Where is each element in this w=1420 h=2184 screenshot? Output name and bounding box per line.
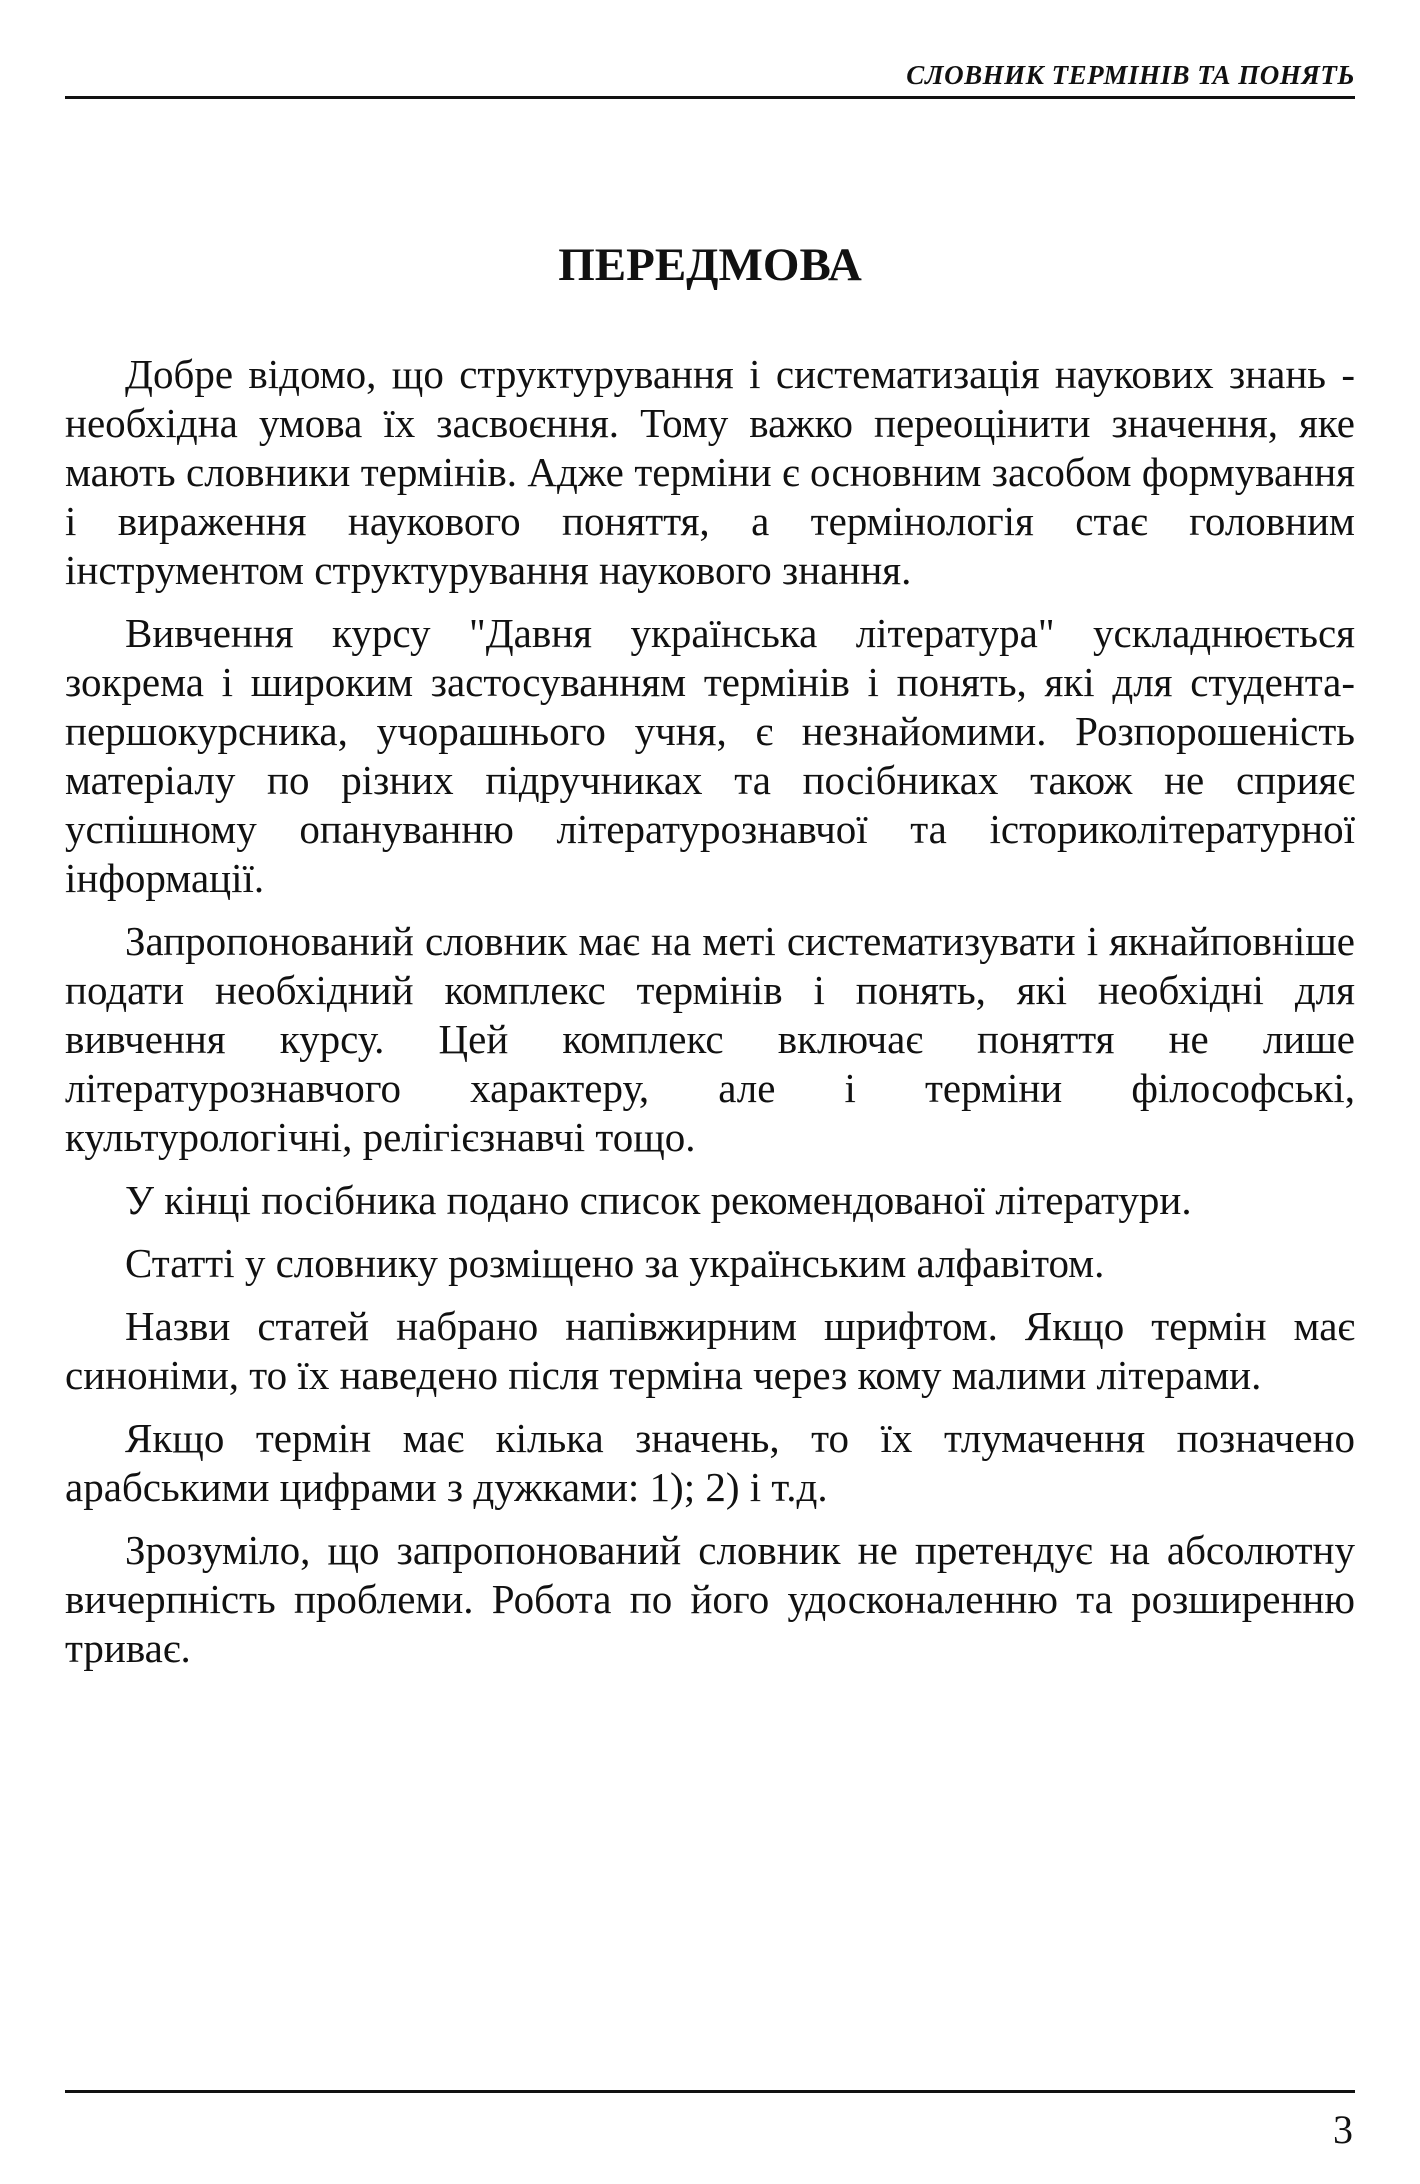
header-rule [65,96,1355,99]
paragraph: Вивчення курсу "Давня українська література" ускладнюється зокрема і широким застосуванням термінів і понять, які для студента-першокурсника, учорашнього учня, є незнайомими. Розпорошеність матеріалу по різних підручниках та посібниках також не сприяє успішному опануванню літературознавчої та істориколітературної інформації. [65,610,1355,901]
paragraph: Запропонований словник має на меті систематизувати і якнайповніше подати необхідний комплекс термінів і понять, які необхідні для вивчення курсу. Цей комплекс включає поняття не лише літературознавчого характеру, але і терміни філософські, культурологічні, релігієзнавчі тощо. [65,918,1355,1160]
paragraph: Назви статей набрано напівжирним шрифтом. Якщо термін має синоніми, то їх наведено після терміна через кому малими літерами. [65,1303,1355,1398]
section-title: ПЕРЕДМОВА [558,239,862,291]
paragraph: Статті у словнику розміщено за українським алфавітом. [125,1240,1105,1286]
running-header: СЛОВНИК ТЕРМІНІВ ТА ПОНЯТЬ [906,60,1355,90]
footer-rule [65,2090,1355,2093]
paragraph: У кінці посібника подано список рекомендованої літератури. [125,1177,1192,1223]
paragraph: Якщо термін має кілька значень, то їх тлумачення позначено арабськими цифрами з дужками: 1); 2) і т.д. [65,1415,1355,1510]
body-text [65,350,1355,1687]
paragraph: Добре відомо, що структурування і систематизація наукових знань - необхідна умова їх засвоєння. Тому важко переоцінити значення, яке мають словники термінів. Адже терміни є основним засобом формування і вираження наукового поняття, а термінологія стає головним інструментом структурування наукового знання. [65,351,1355,593]
page-number: 3 [1333,2107,1353,2152]
paragraph: Зрозуміло, що запропонований словник не претендує на абсолютну вичерпність проблеми. Робота по його удосконаленню та розширенню триває. [65,1527,1355,1671]
